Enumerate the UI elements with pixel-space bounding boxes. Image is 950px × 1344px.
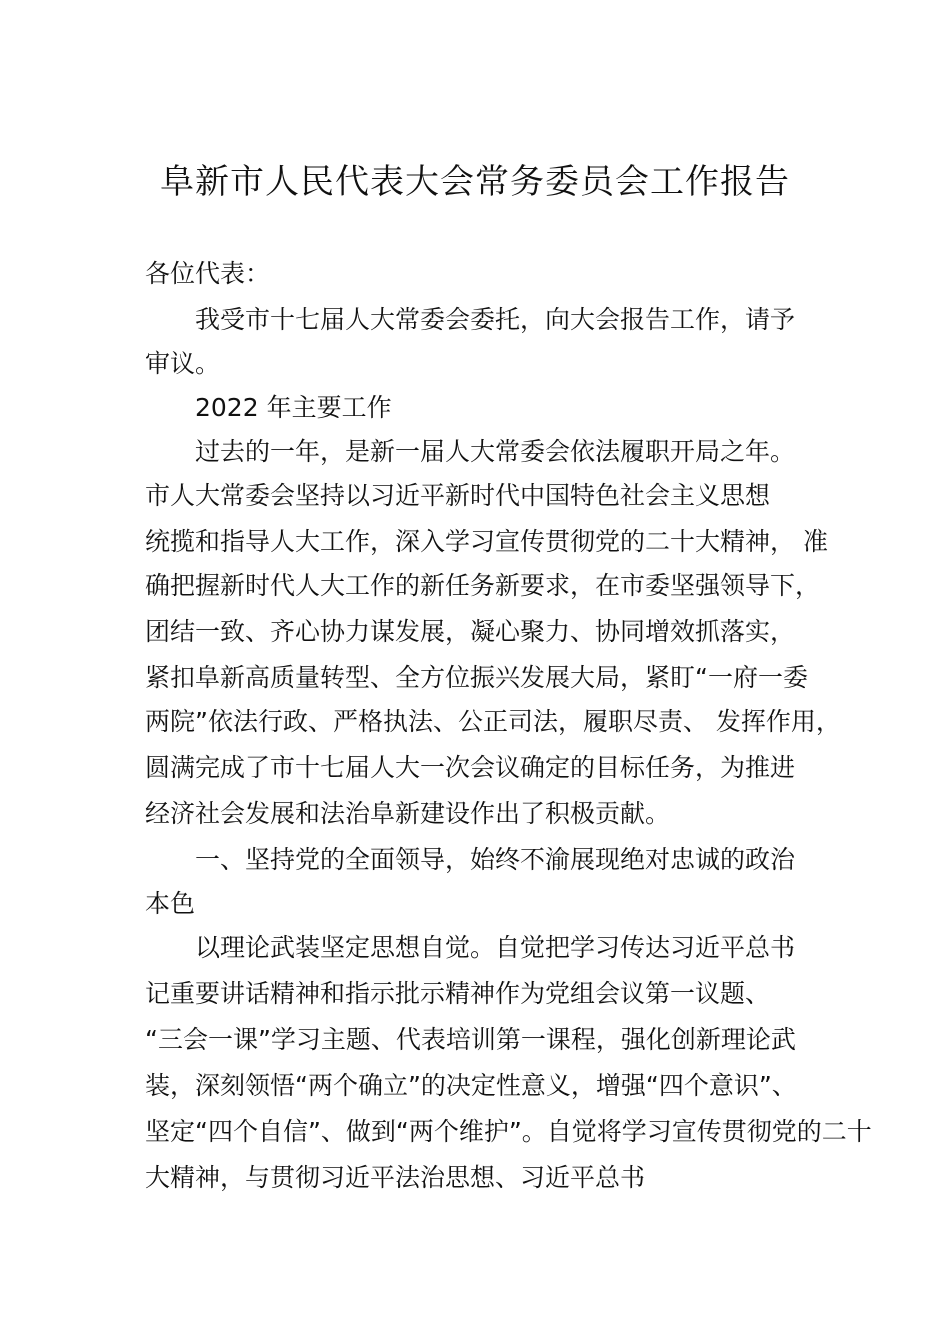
paragraph-line: 圆满完成了市十七届人大一次会议确定的目标任务，为推进 xyxy=(145,753,796,782)
paragraph-line: 团结一致、齐心协力谋发展，凝心聚力、协同增效抓落实， xyxy=(145,617,796,646)
paragraph-line: 两院”依法行政、严格执法、公正司法，履职尽责、 发挥作用， xyxy=(145,707,841,736)
paragraph-line: “三会一课”学习主题、代表培训第一课程，强化创新理论武 xyxy=(145,1025,796,1054)
paragraph-line: 统揽和指导人大工作，深入学习宣传贯彻党的二十大精神， 准 xyxy=(145,527,828,556)
paragraph-line: 经济社会发展和法治阜新建设作出了积极贡献。 xyxy=(145,799,671,828)
salutation: 各位代表： xyxy=(145,259,271,288)
paragraph-line: 大精神，与贯彻习近平法治思想、习近平总书 xyxy=(145,1163,646,1192)
paragraph-line: 确把握新时代人大工作的新任务新要求，在市委坚强领导下， xyxy=(145,571,821,600)
document-title: 阜新市人民代表大会常务委员会工作报告 xyxy=(160,162,790,202)
section-heading: 一、坚持党的全面领导，始终不渝展现绝对忠诚的政治 xyxy=(195,845,796,874)
paragraph-line: 紧扣阜新高质量转型、全方位振兴发展大局，紧盯“一府一委 xyxy=(145,663,808,692)
paragraph-line: 过去的一年，是新一届人大常委会依法履职开局之年。 xyxy=(195,437,796,466)
section-heading: 本色 xyxy=(145,889,196,918)
paragraph-line: 以理论武装坚定思想自觉。自觉把学习传达习近平总书 xyxy=(195,933,796,962)
paragraph-line: 市人大常委会坚持以习近平新时代中国特色社会主义思想 xyxy=(145,481,771,510)
paragraph-line: 审议。 xyxy=(145,349,221,378)
paragraph-line: 我受市十七届人大常委会委托，向大会报告工作，请予 xyxy=(195,305,796,334)
paragraph-line: 坚定“四个自信”、做到“两个维护”。自觉将学习宣传贯彻党的二十 xyxy=(145,1117,872,1146)
paragraph-line: 装，深刻领悟“两个确立”的决定性意义，增强“四个意识”、 xyxy=(145,1071,797,1100)
paragraph-line: 记重要讲话精神和指示批示精神作为党组会议第一议题、 xyxy=(145,979,771,1008)
section-heading: 2022 年主要工作 xyxy=(195,393,392,422)
